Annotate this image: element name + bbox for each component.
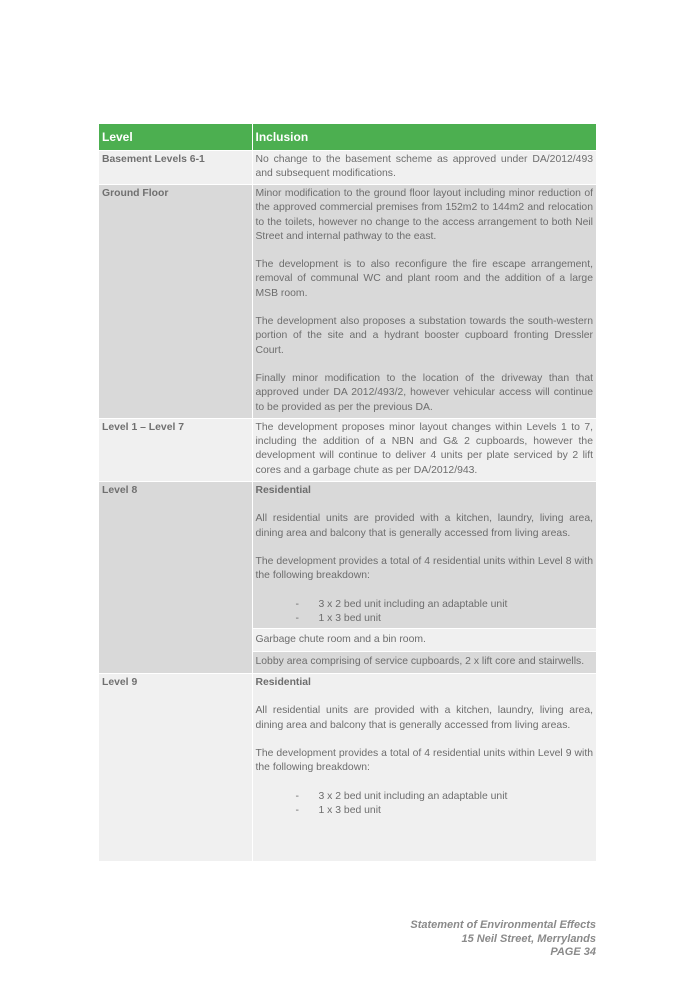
level8-para-2: The development provides a total of 4 residential units within Level 8 with the following breakdown: <box>255 555 593 582</box>
level-cell: Basement Levels 6-1 <box>99 151 252 185</box>
list-item-text: 1 x 3 bed unit <box>318 804 381 816</box>
table-row <box>99 482 596 629</box>
level1to7-text: The development proposes minor layout changes within Levels 1 to 7, including the addition of a NBN and G& 2 cupboards, however the development will continue to deliver 4 units per plate serviced by 2 lift cores and a garbage chute as per DA/2012/943. <box>255 421 593 476</box>
level8-breakdown-list <box>256 598 594 627</box>
table-row <box>99 151 596 185</box>
page-footer <box>410 919 596 960</box>
footer-doc-title: Statement of Environmental Effects <box>410 919 596 931</box>
table-header-row <box>99 124 596 151</box>
inclusion-cell <box>252 185 596 419</box>
list-item <box>296 790 594 804</box>
header-level: Level <box>99 124 252 151</box>
level-cell: Level 9 <box>99 674 252 862</box>
inclusion-cell <box>252 151 596 185</box>
basement-text: No change to the basement scheme as approved under DA/2012/493 and subsequent modifications. <box>255 154 593 180</box>
dash-mark: - <box>295 598 299 610</box>
level9-breakdown-list <box>256 790 594 819</box>
level-cell: Level 8 <box>99 482 252 674</box>
ground-para-3: The development also proposes a substation towards the south-western portion of the site and a hydrant booster cupboard fronting Dressler Court. <box>255 316 593 356</box>
dash-mark: - <box>295 612 299 624</box>
list-item <box>296 804 594 818</box>
list-item <box>296 612 594 626</box>
ground-para-2: The development is to also reconfigure the fire escape arrangement, removal of communal WC and plant room and the addition of a large MSB room. <box>255 259 593 299</box>
level9-heading: Residential <box>255 677 311 689</box>
inclusions-table <box>99 124 596 861</box>
level-cell: Ground Floor <box>99 185 252 419</box>
header-inclusion: Inclusion <box>252 124 596 151</box>
footer-address: 15 Neil Street, Merrylands <box>461 932 596 945</box>
inclusion-cell <box>252 629 596 652</box>
list-item-text: 3 x 2 bed unit including an adaptable unit <box>318 598 508 610</box>
ground-para-1: Minor modification to the ground floor layout including minor reduction of the approved commercial premises from 152m2 to 144m2 and relocation to the toilets, however no change to the access arrangement to both Neil Street and internal pathway to the east. <box>255 188 593 242</box>
level8-heading: Residential <box>255 485 311 497</box>
list-item <box>296 598 594 612</box>
inclusion-cell <box>252 652 596 674</box>
level9-para-1: All residential units are provided with a kitchen, laundry, living area, dining area and balcony that is generally accessed from living areas. <box>255 705 593 731</box>
table-row <box>99 674 596 862</box>
footer-page-number: PAGE 34 <box>550 946 596 958</box>
level8-lobby: Lobby area comprising of service cupboards, 2 x lift core and stairwells. <box>255 656 585 668</box>
inclusion-cell <box>252 482 596 629</box>
list-item-text: 1 x 3 bed unit <box>318 612 381 624</box>
inclusion-cell <box>252 418 596 481</box>
table-row <box>99 185 596 419</box>
table-row <box>99 418 596 481</box>
level-cell: Level 1 – Level 7 <box>99 418 252 481</box>
dash-mark: - <box>295 790 299 802</box>
level8-garbage: Garbage chute room and a bin room. <box>255 634 426 646</box>
dash-mark: - <box>295 804 299 816</box>
inclusion-cell <box>252 674 596 862</box>
level8-para-1: All residential units are provided with a kitchen, laundry, living area, dining area and balcony that is generally accessed from living areas. <box>255 513 593 539</box>
list-item-text: 3 x 2 bed unit including an adaptable unit <box>318 790 508 802</box>
level9-para-2: The development provides a total of 4 residential units within Level 9 with the following breakdown: <box>255 747 593 774</box>
ground-para-4: Finally minor modification to the location of the driveway than that approved under DA 2012/493/2, however vehicular access will continue to be provided as per the previous DA. <box>255 372 593 413</box>
